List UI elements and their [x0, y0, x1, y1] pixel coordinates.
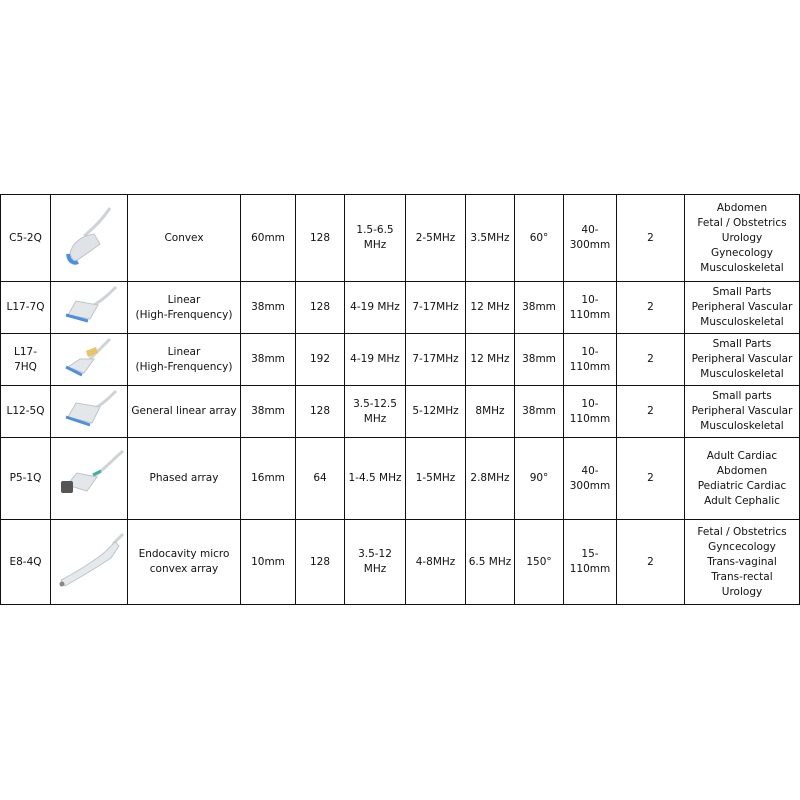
- phased-array-probe-icon: [53, 447, 125, 511]
- width-value: 16mm: [251, 472, 285, 484]
- model-cell: [1, 195, 51, 282]
- depth-value: 10-110mm: [569, 397, 611, 425]
- depth-cell: [564, 334, 617, 386]
- type-line: Phased array: [149, 472, 219, 484]
- angle-value: 38mm: [522, 405, 556, 417]
- element-count-value: 128: [309, 301, 331, 313]
- application-item: Musculoskeletal: [700, 316, 784, 328]
- type-line: convex array: [149, 563, 219, 575]
- frequency-band-value: 1-5MHz: [415, 472, 456, 484]
- angle-cell: [515, 195, 564, 282]
- array-type-cell: [128, 334, 241, 386]
- element-count-cell: [296, 386, 345, 438]
- angle-cell: [515, 386, 564, 438]
- center-frequency-cell: [466, 334, 515, 386]
- model-value: C5-2Q: [9, 231, 42, 244]
- application-item: Small Parts: [712, 286, 772, 298]
- application-item: Urology: [721, 231, 763, 244]
- angle-value: 150°: [526, 555, 552, 568]
- frequency-range-cell: [345, 282, 406, 334]
- width-cell: [241, 520, 296, 605]
- depth-cell: [564, 282, 617, 334]
- type-line: Endocavity micro: [138, 548, 230, 560]
- quantity-value: 2: [647, 231, 654, 244]
- quantity-value: 2: [647, 472, 654, 484]
- width-value: 38mm: [251, 405, 285, 417]
- angle-cell: [515, 282, 564, 334]
- array-type-cell: [128, 438, 241, 520]
- depth-cell: [564, 386, 617, 438]
- frequency-band-cell: [406, 438, 466, 520]
- frequency-band-cell: [406, 195, 466, 282]
- probe-spec-table: [0, 194, 800, 605]
- model-cell: [1, 334, 51, 386]
- probe-image-cell: [51, 386, 128, 438]
- application-item: Peripheral Vascular: [691, 301, 793, 313]
- depth-value: 40-300mm: [569, 464, 611, 492]
- model-value: L17-7HQ: [14, 345, 37, 373]
- quantity-value: 2: [647, 301, 654, 313]
- width-value: 10mm: [251, 555, 285, 568]
- angle-value: 38mm: [522, 353, 556, 365]
- application-item: Trans-rectal: [711, 570, 773, 583]
- type-line: (High-Frenquency): [135, 308, 233, 321]
- application-item: Pediatric Cardiac: [697, 479, 787, 492]
- angle-value: 90°: [529, 472, 549, 484]
- angle-cell: [515, 520, 564, 605]
- application-item: Musculoskeletal: [700, 261, 784, 274]
- application-item: Adult Cephalic: [704, 494, 780, 507]
- frequency-range-value: 1-4.5 MHz: [348, 472, 402, 484]
- application-item: Urology: [721, 585, 763, 598]
- angle-cell: [515, 438, 564, 520]
- application-item: Small parts: [712, 390, 772, 402]
- application-item: Fetal / Obstetrics: [697, 525, 787, 538]
- array-type-cell: [128, 520, 241, 605]
- center-frequency-value: 8MHz: [475, 405, 505, 417]
- quantity-cell: [617, 386, 685, 438]
- center-frequency-value: 6.5 MHz: [468, 555, 512, 568]
- application-item: Abdomen: [716, 201, 768, 214]
- quantity-value: 2: [647, 405, 654, 417]
- frequency-band-cell: [406, 282, 466, 334]
- width-cell: [241, 282, 296, 334]
- width-cell: [241, 334, 296, 386]
- model-cell: [1, 386, 51, 438]
- frequency-range-value: 4-19 MHz: [350, 353, 400, 365]
- type-line: (High-Frenquency): [135, 360, 233, 373]
- frequency-band-value: 5-12MHz: [412, 405, 459, 417]
- type-line: Convex: [164, 231, 204, 244]
- frequency-band-cell: [406, 334, 466, 386]
- linear-probe-icon: [53, 285, 125, 331]
- quantity-cell: [617, 438, 685, 520]
- table-row: [1, 520, 800, 605]
- angle-value: 38mm: [522, 301, 556, 313]
- model-value: E8-4Q: [9, 555, 42, 568]
- frequency-range-value: 1.5-6.5 MHz: [356, 224, 394, 251]
- frequency-band-cell: [406, 520, 466, 605]
- application-item: Peripheral Vascular: [691, 405, 793, 417]
- center-frequency-cell: [466, 195, 515, 282]
- applications-cell: [685, 282, 800, 334]
- table-row: [1, 282, 800, 334]
- depth-cell: [564, 438, 617, 520]
- element-count-cell: [296, 438, 345, 520]
- depth-cell: [564, 195, 617, 282]
- center-frequency-value: 2.8MHz: [470, 472, 510, 484]
- probe-image-cell: [51, 282, 128, 334]
- application-item: Adult Cardiac: [706, 449, 778, 462]
- center-frequency-value: 3.5MHz: [470, 231, 510, 244]
- model-value: L17-7Q: [6, 301, 45, 313]
- depth-value: 40-300mm: [569, 224, 611, 251]
- width-value: 38mm: [251, 301, 285, 313]
- general-linear-probe-icon: [53, 389, 125, 435]
- element-count-cell: [296, 334, 345, 386]
- frequency-range-cell: [345, 195, 406, 282]
- probe-image-cell: [51, 520, 128, 605]
- quantity-cell: [617, 195, 685, 282]
- probe-image-cell: [51, 195, 128, 282]
- model-cell: [1, 438, 51, 520]
- frequency-range-cell: [345, 438, 406, 520]
- application-item: Musculoskeletal: [700, 420, 784, 432]
- application-item: Fetal / Obstetrics: [697, 216, 787, 229]
- element-count-cell: [296, 195, 345, 282]
- frequency-range-value: 3.5-12 MHz: [358, 548, 392, 575]
- center-frequency-value: 12 MHz: [470, 353, 510, 365]
- table-row: [1, 386, 800, 438]
- center-frequency-cell: [466, 438, 515, 520]
- table-row: [1, 334, 800, 386]
- applications-cell: [685, 386, 800, 438]
- type-line: Linear: [167, 345, 201, 358]
- frequency-range-cell: [345, 520, 406, 605]
- width-value: 60mm: [251, 231, 285, 244]
- array-type-cell: [128, 282, 241, 334]
- width-cell: [241, 386, 296, 438]
- width-cell: [241, 438, 296, 520]
- width-value: 38mm: [251, 353, 285, 365]
- type-line: Linear: [167, 293, 201, 306]
- model-cell: [1, 282, 51, 334]
- depth-value: 10-110mm: [569, 293, 611, 321]
- center-frequency-cell: [466, 386, 515, 438]
- application-item: Small Parts: [712, 338, 772, 350]
- application-item: Gynecology: [711, 246, 773, 259]
- quantity-value: 2: [647, 353, 654, 365]
- application-item: Musculoskeletal: [700, 368, 784, 380]
- quantity-cell: [617, 334, 685, 386]
- depth-value: 15-110mm: [569, 548, 611, 575]
- applications-cell: [685, 520, 800, 605]
- probe-image-cell: [51, 438, 128, 520]
- frequency-band-cell: [406, 386, 466, 438]
- element-count-value: 128: [309, 231, 331, 244]
- frequency-band-value: 2-5MHz: [415, 231, 456, 244]
- probe-image-cell: [51, 334, 128, 386]
- application-item: Gyncecology: [708, 540, 776, 553]
- frequency-range-value: 4-19 MHz: [350, 301, 400, 313]
- frequency-range-cell: [345, 386, 406, 438]
- type-line: General linear array: [131, 405, 237, 417]
- application-item: Trans-vaginal: [707, 555, 777, 568]
- center-frequency-cell: [466, 520, 515, 605]
- model-value: P5-1Q: [9, 472, 42, 484]
- array-type-cell: [128, 386, 241, 438]
- frequency-band-value: 4-8MHz: [415, 555, 456, 568]
- table-row: [1, 438, 800, 520]
- center-frequency-value: 12 MHz: [470, 301, 510, 313]
- frequency-band-value: 7-17MHz: [412, 301, 459, 313]
- applications-cell: [685, 334, 800, 386]
- depth-value: 10-110mm: [569, 345, 611, 373]
- probe-rows: [1, 195, 800, 605]
- model-cell: [1, 520, 51, 605]
- frequency-range-value: 3.5-12.5 MHz: [353, 397, 397, 425]
- element-count-cell: [296, 520, 345, 605]
- array-type-cell: [128, 195, 241, 282]
- convex-probe-icon: [53, 206, 125, 270]
- element-count-value: 192: [309, 353, 331, 365]
- endocavity-probe-icon: [53, 530, 125, 594]
- quantity-cell: [617, 282, 685, 334]
- element-count-cell: [296, 282, 345, 334]
- model-value: L12-5Q: [6, 405, 45, 417]
- angle-cell: [515, 334, 564, 386]
- element-count-value: 128: [309, 555, 331, 568]
- element-count-value: 64: [313, 472, 327, 484]
- application-item: Peripheral Vascular: [691, 353, 793, 365]
- application-item: Abdomen: [716, 464, 768, 477]
- applications-cell: [685, 195, 800, 282]
- width-cell: [241, 195, 296, 282]
- table-row: [1, 195, 800, 282]
- frequency-range-cell: [345, 334, 406, 386]
- depth-cell: [564, 520, 617, 605]
- quantity-cell: [617, 520, 685, 605]
- frequency-band-value: 7-17MHz: [412, 353, 459, 365]
- applications-cell: [685, 438, 800, 520]
- hockey-stick-probe-icon: [53, 337, 125, 383]
- center-frequency-cell: [466, 282, 515, 334]
- quantity-value: 2: [647, 555, 654, 568]
- element-count-value: 128: [309, 405, 331, 417]
- angle-value: 60°: [529, 231, 549, 244]
